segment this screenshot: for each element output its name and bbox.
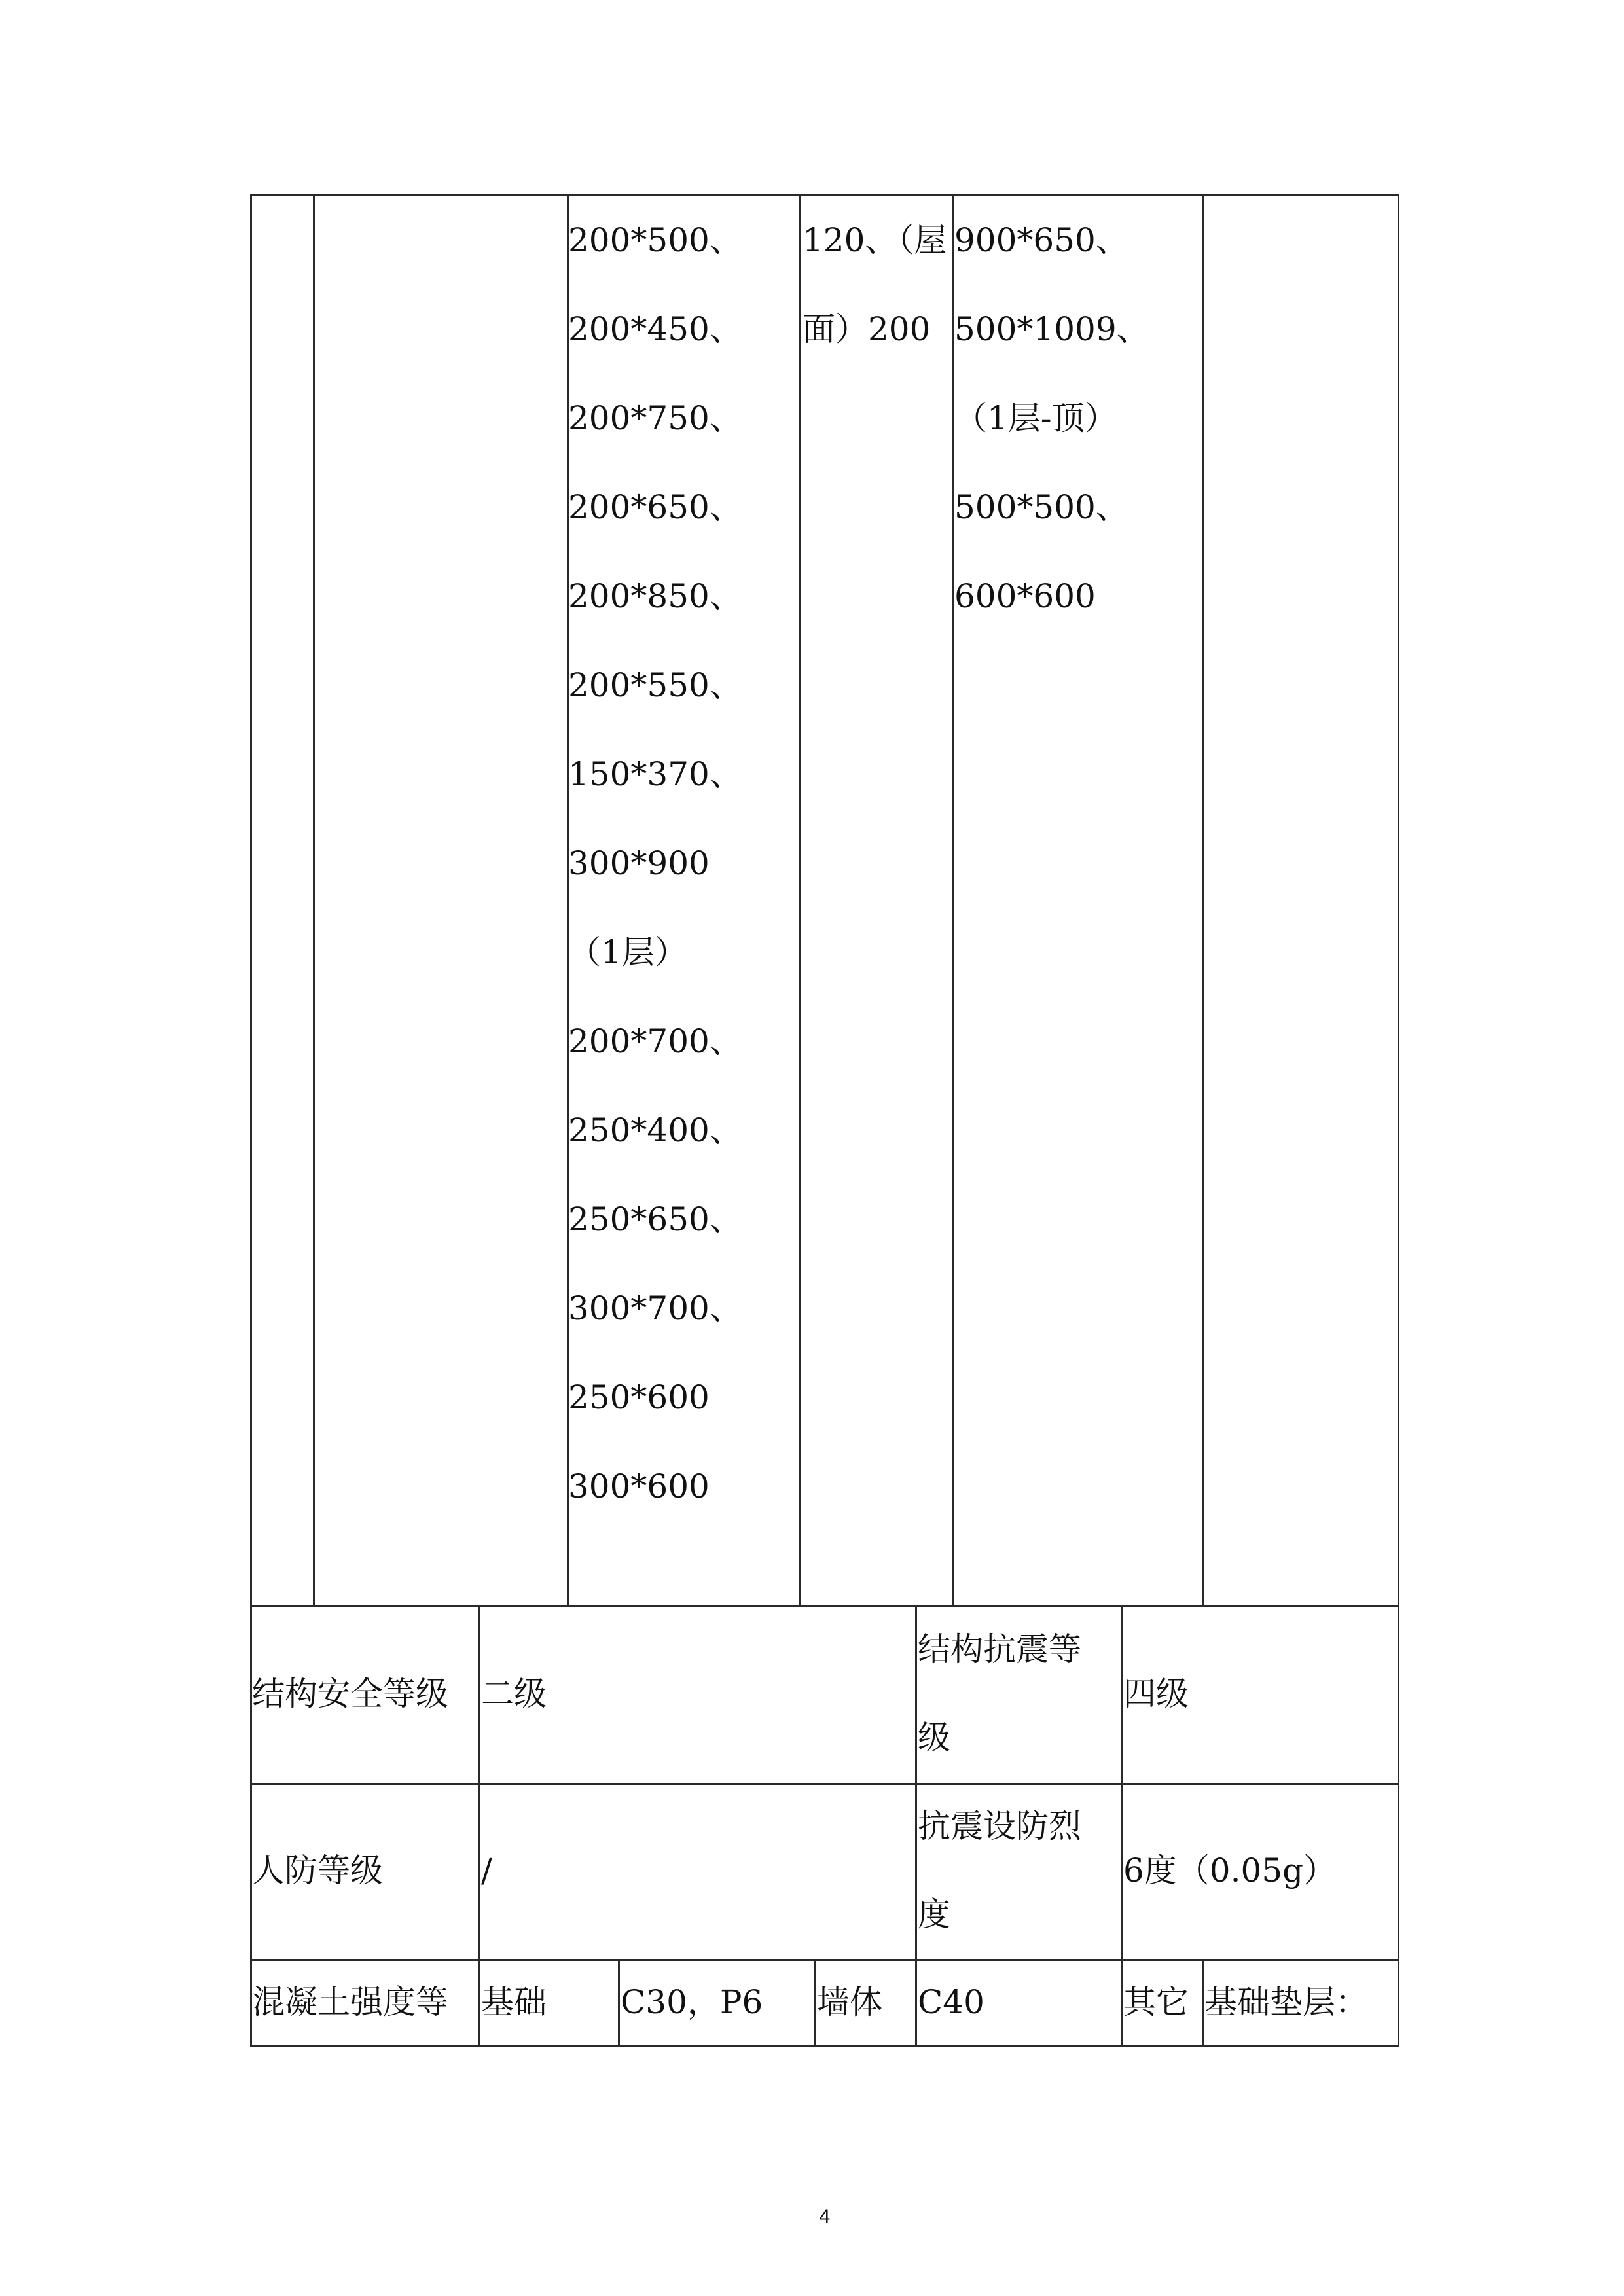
col-divider-concrete-3 [1202,1959,1204,2045]
col-divider-lower-right [1121,1605,1123,2045]
seismic-intensity-label [918,1806,1081,1934]
wall-value: C40 [918,1983,984,2021]
beam-size-item: 200*650、 [568,488,742,526]
civil-defense-label: 人防等级 [252,1852,383,1890]
foundation-value: C30，P6 [621,1983,763,2021]
beam-sizes-column [568,221,742,1556]
row-divider-1 [250,1605,1399,1607]
beam-size-item: 200*450、 [568,310,742,348]
beam-size-item: 250*650、 [568,1200,742,1238]
page-number: 4 [819,2206,831,2227]
slab-thickness-line: 面）200 [803,310,931,348]
beam-size-item: 200*750、 [568,399,742,437]
col-divider-upper-1 [313,194,315,1606]
column-size-item: 600*600 [954,577,1096,615]
slab-thickness-column [803,221,947,399]
table-right-border [1398,194,1399,2047]
col-divider-lower-mid [915,1605,917,2045]
column-size-item: 500*1009、 [954,310,1149,348]
concrete-strength-label: 混凝土强度等 [252,1983,448,2021]
column-sizes-column [954,221,1149,666]
civil-defense-value: / [481,1852,492,1890]
beam-size-item: 200*500、 [568,221,742,259]
slab-thickness-line: 120、（屋 [803,221,947,259]
seismic-grade-value: 四级 [1123,1675,1189,1713]
beam-size-item: 300*700、 [568,1289,742,1327]
beam-size-item: 250*400、 [568,1111,742,1149]
other-label: 其它 [1123,1983,1189,2021]
beam-size-item: （1层） [568,933,687,971]
table-left-border [250,194,252,2047]
beam-size-item: 200*550、 [568,666,742,704]
beam-size-item: 300*900 [568,844,710,882]
table-top-border [250,194,1399,196]
seismic-grade-label-line: 结构抗震等 [918,1630,1081,1668]
safety-grade-value: 二级 [481,1675,547,1713]
wall-label: 墙体 [817,1983,882,2021]
column-size-item: 900*650、 [954,221,1128,259]
beam-size-item: 200*850、 [568,577,742,615]
beam-size-item: 150*370、 [568,755,742,793]
col-divider-lower-label [478,1605,480,2045]
column-size-item: 500*500、 [954,488,1128,526]
safety-grade-label: 结构安全等级 [252,1675,448,1713]
foundation-label: 基础 [481,1983,547,2021]
col-divider-upper-3 [799,194,801,1606]
beam-size-item: 300*600 [568,1467,710,1505]
table-bottom-border [250,2045,1399,2047]
col-divider-concrete-1 [618,1959,620,2045]
seismic-intensity-label-line: 抗震设防烈 [918,1807,1081,1845]
row-divider-3 [250,1959,1399,1961]
other-value: 基础垫层： [1204,1983,1368,2021]
seismic-grade-label-line: 级 [918,1719,950,1757]
col-divider-upper-5 [1202,194,1204,1606]
seismic-intensity-label-line: 度 [918,1895,950,1933]
row-divider-2 [250,1783,1399,1785]
seismic-grade-label [918,1630,1081,1757]
beam-size-item: 200*700、 [568,1022,742,1060]
seismic-intensity-value: 6度（0.05g） [1123,1852,1337,1890]
column-size-item: （1层-顶） [954,399,1117,437]
col-divider-concrete-2 [814,1959,816,2045]
beam-size-item: 250*600 [568,1378,710,1416]
